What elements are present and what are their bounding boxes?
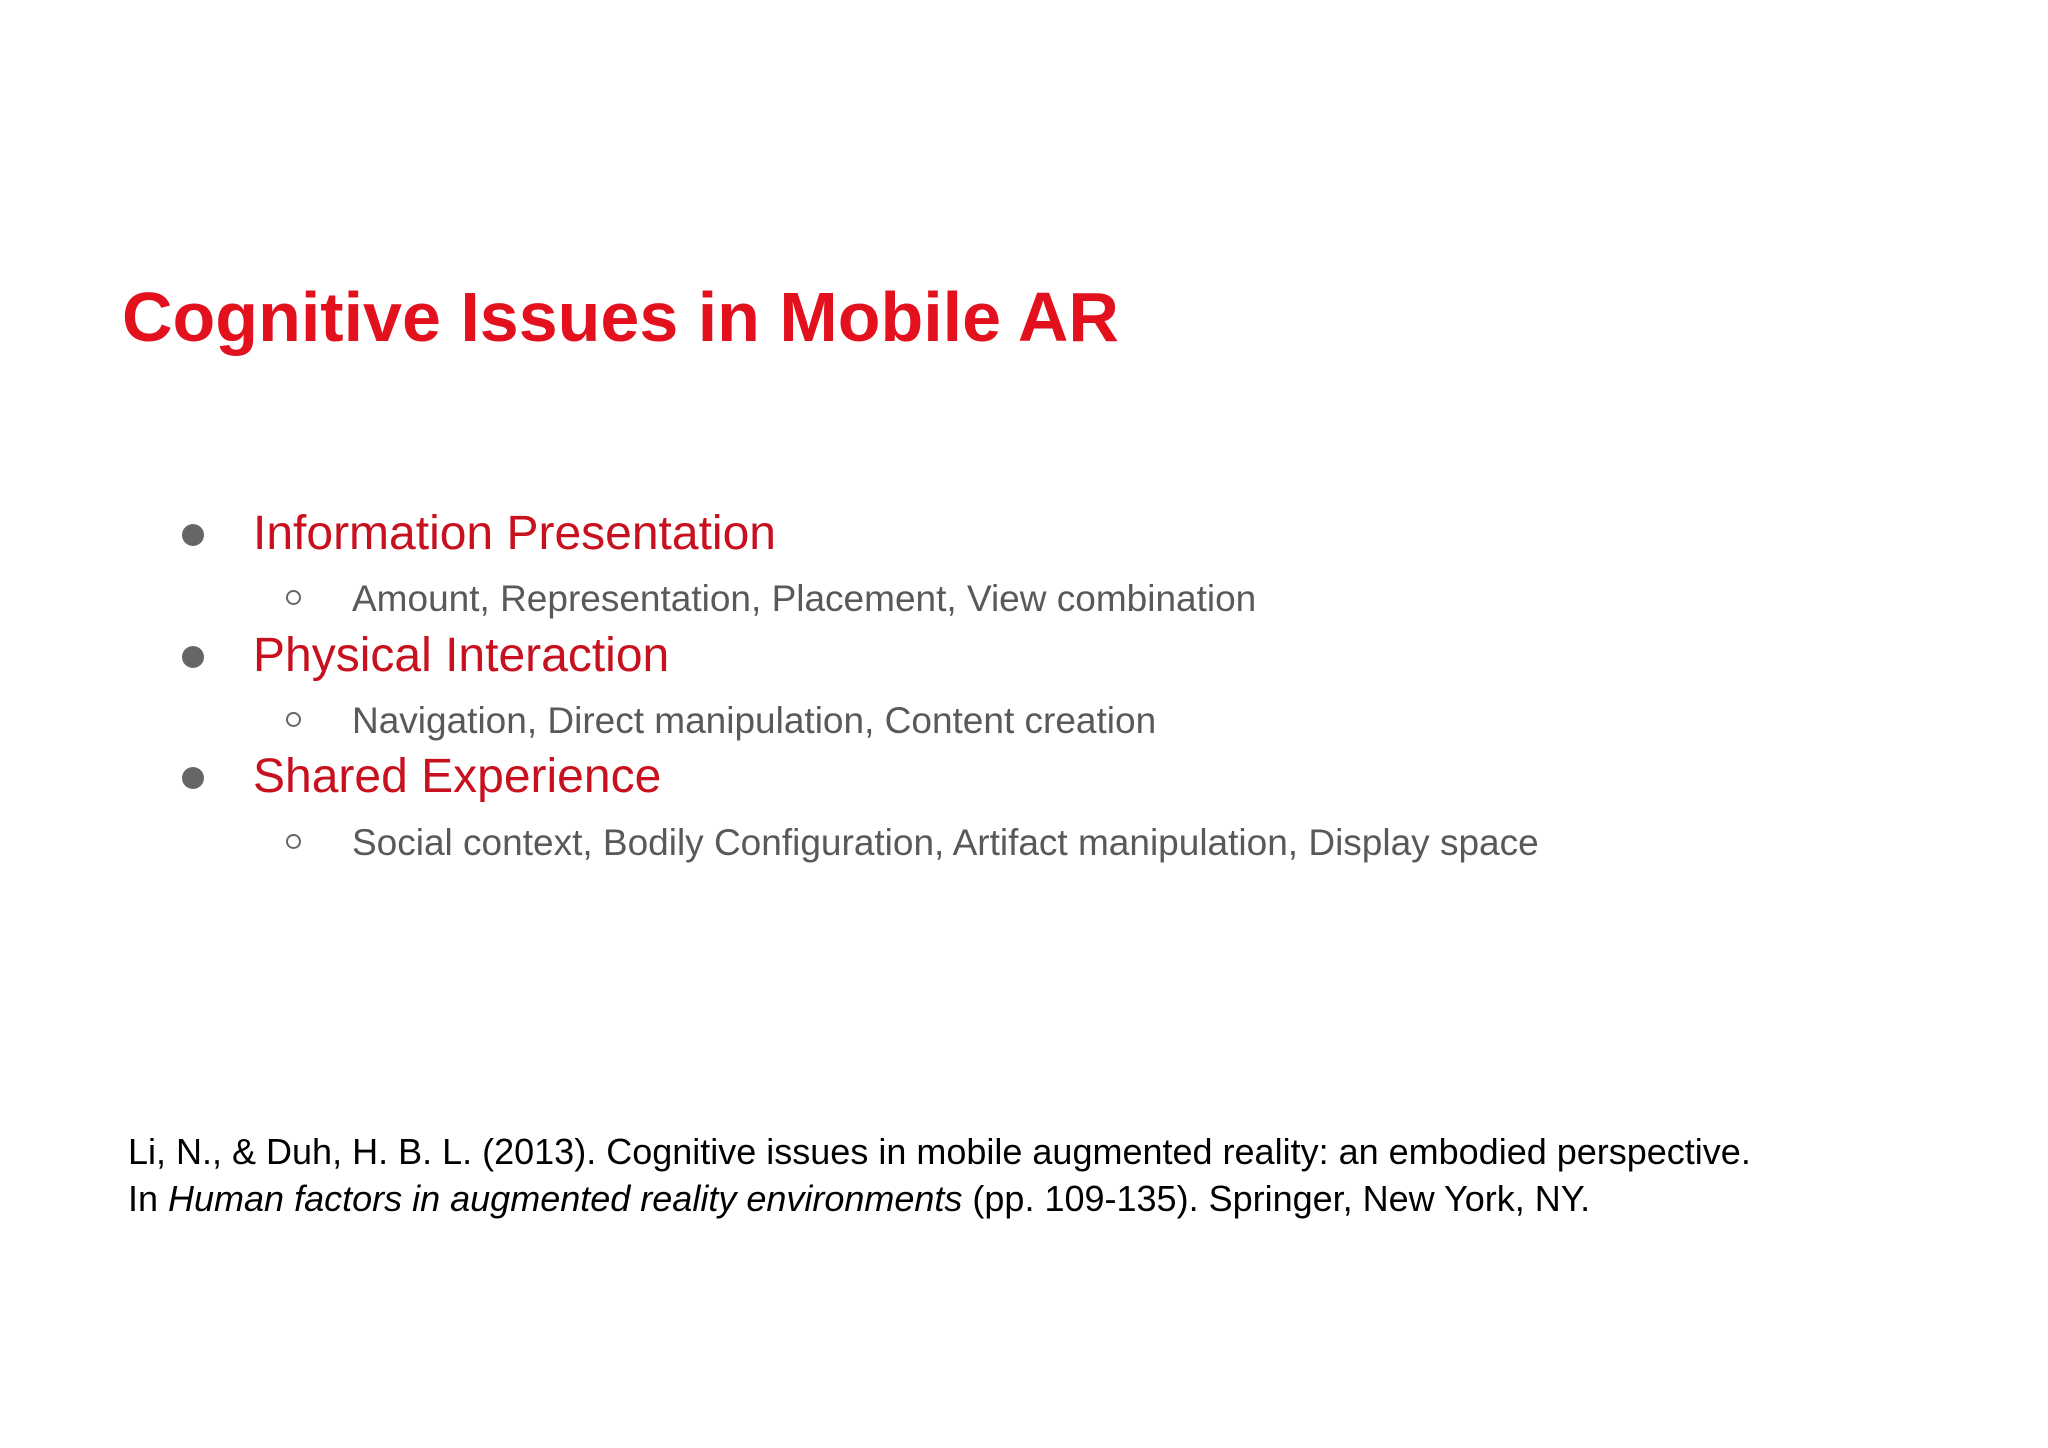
- sub-bullet-item: [0, 572, 2048, 622]
- sub-bullet-item: [0, 816, 2048, 866]
- bullet-circle-icon: [286, 712, 301, 727]
- slide-title: Cognitive Issues in Mobile AR: [122, 278, 1119, 356]
- bullet-item: [0, 743, 2048, 813]
- bullet-item: [0, 622, 2048, 692]
- bullet-dot-icon: [182, 646, 204, 668]
- bullet-label: Physical Interaction: [253, 629, 670, 682]
- bullet-dot-icon: [182, 524, 204, 546]
- bullet-label: Shared Experience: [253, 750, 662, 803]
- sub-bullet-item: [0, 694, 2048, 744]
- bullet-circle-icon: [286, 590, 301, 605]
- citation-line-2: [128, 1175, 1751, 1222]
- bullet-item: [0, 500, 2048, 570]
- bullet-label: Information Presentation: [253, 507, 776, 560]
- citation-suffix: (pp. 109-135). Springer, New York, NY.: [962, 1178, 1591, 1219]
- bullet-circle-icon: [286, 834, 301, 849]
- citation: [128, 1128, 1751, 1222]
- sub-bullet-label: Social context, Bodily Configuration, Artifact manipulation, Display space: [352, 822, 1539, 863]
- citation-prefix: In: [128, 1178, 169, 1219]
- sub-bullet-label: Navigation, Direct manipulation, Content creation: [352, 700, 1157, 741]
- citation-book-title: Human factors in augmented reality environments: [168, 1178, 963, 1219]
- citation-line-1: Li, N., & Duh, H. B. L. (2013). Cognitive issues in mobile augmented reality: an embodied perspective.: [128, 1131, 1751, 1172]
- sub-bullet-label: Amount, Representation, Placement, View combination: [352, 578, 1257, 619]
- bullet-dot-icon: [182, 767, 204, 789]
